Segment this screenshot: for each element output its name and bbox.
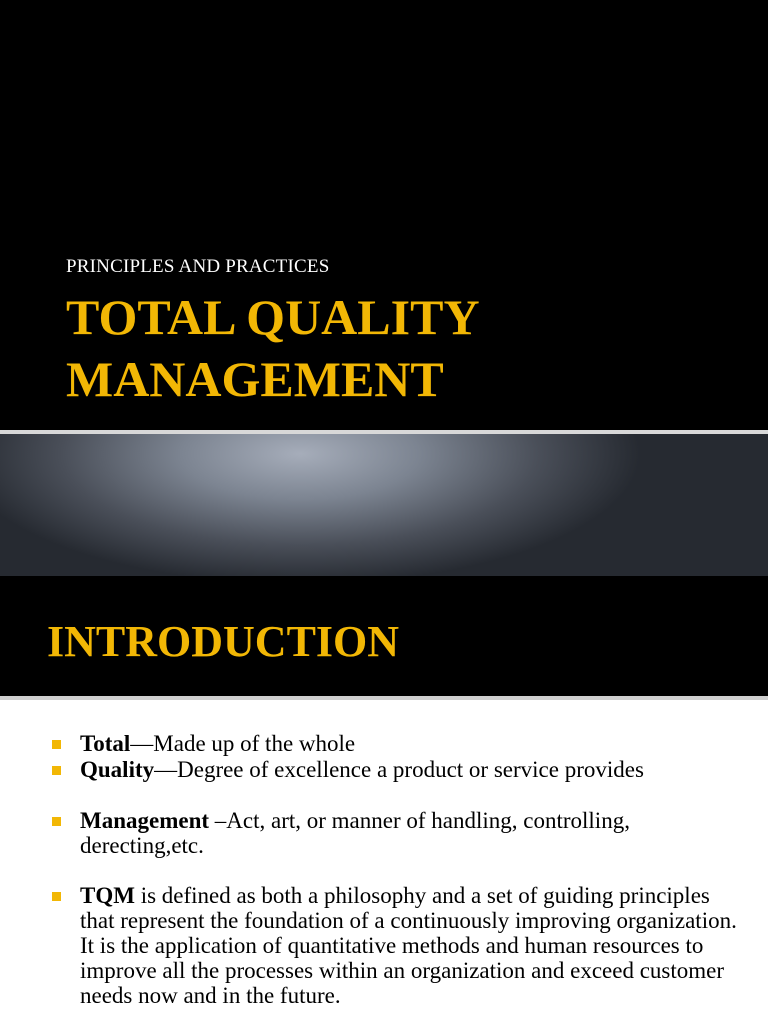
bullet-text: is defined as both a philosophy and a set of guiding principles that represent the foundation of a continuously improving organization. It is the application of quantitative methods and human resources to improve all the processes within an organization and exceed customer needs now and in the future.: [80, 883, 737, 1008]
bullet-term: Total: [80, 731, 131, 756]
slide-title: [66, 286, 756, 410]
slide-subtitle: PRINCIPLES AND PRACTICES: [66, 256, 330, 277]
gradient-band: [0, 434, 768, 576]
bullet-term: TQM: [80, 883, 135, 908]
bullet-text: –Act, art, or manner of handling, controlling, derecting,etc.: [80, 808, 630, 858]
bullet-text: —Made up of the whole: [130, 731, 356, 756]
bullet-item-management: [80, 808, 740, 858]
intro-slide-header: [0, 576, 768, 696]
bullet-square-icon: [52, 892, 61, 901]
bullet-square-icon: [52, 740, 61, 749]
bullet-item-quality: [80, 757, 740, 782]
bullet-term: Quality: [80, 757, 155, 782]
bullet-item-tqm: [80, 883, 740, 1008]
bullet-item-total: [80, 731, 740, 756]
bullet-text: —Degree of excellence a product or service provides: [154, 757, 644, 782]
intro-title: INTRODUCTION: [47, 617, 400, 666]
slide-title-line-1: TOTAL QUALITY: [66, 289, 480, 345]
intro-slide-content: [0, 700, 768, 1024]
bullet-square-icon: [52, 766, 61, 775]
bullet-square-icon: [52, 817, 61, 826]
slide-title-line-2: MANAGEMENT: [66, 351, 444, 407]
bullet-term: Management: [80, 808, 210, 833]
